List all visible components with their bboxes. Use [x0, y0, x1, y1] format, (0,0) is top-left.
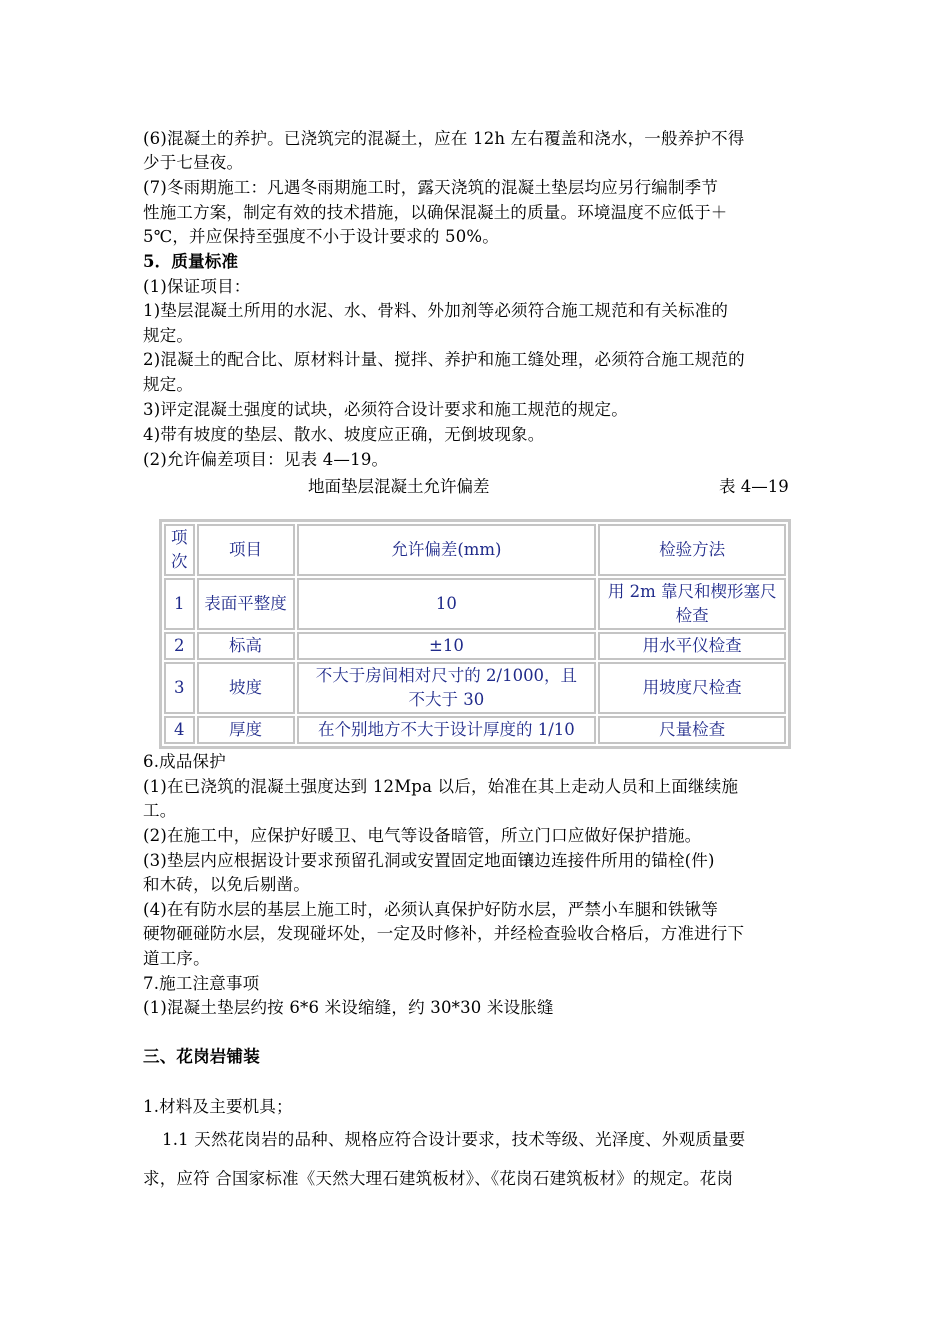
paragraph-line: (7)冬雨期施工：凡遇冬雨期施工时，露天浇筑的混凝土垫层均应另行编制季节 — [143, 178, 719, 197]
table-cell: 2 — [164, 632, 195, 660]
header-cell: 项目 — [197, 524, 295, 576]
header-cell: 允许偏差(mm) — [297, 524, 597, 576]
paragraph-line: (2)允许偏差项目：见表 4—19。 — [143, 450, 389, 469]
table-cell: 在个别地方不大于设计厚度的 1/10 — [297, 716, 597, 744]
paragraph-line: 硬物砸碰防水层，发现碰坏处，一定及时修补，并经检查验收合格后，方准进行下 — [143, 924, 745, 943]
table-cell: 10 — [297, 578, 597, 630]
paragraph-line: 规定。 — [143, 326, 194, 345]
table-row — [164, 662, 786, 714]
paragraph-line: 道工序。 — [143, 949, 210, 968]
table-caption: 地面垫层混凝土允许偏差 — [308, 477, 490, 496]
paragraph-line: 工。 — [143, 801, 177, 820]
paragraph-line: 求，应符 合国家标准《天然大理石建筑板材》、《花岗石建筑板材》的规定。花岗 — [143, 1169, 734, 1188]
paragraph-line: 1.材料及主要机具； — [143, 1097, 293, 1116]
section-heading: 6.成品保护 — [143, 752, 226, 771]
table-row — [164, 578, 786, 630]
table-cell: 4 — [164, 716, 195, 744]
paragraph-line: 少于七昼夜。 — [143, 153, 244, 172]
paragraph-line: 1.1 天然花岗岩的品种、规格应符合设计要求，技术等级、光泽度、外观质量要 — [162, 1130, 746, 1149]
paragraph-line: 性施工方案，制定有效的技术措施，以确保混凝土的质量。环境温度不应低于＋ — [143, 203, 728, 222]
table-number: 表 4—19 — [719, 477, 789, 496]
table-cell — [297, 662, 597, 714]
paragraph-line: (2)在施工中，应保护好暖卫、电气等设备暗管，所立门口应做好保护措施。 — [143, 826, 702, 845]
paragraph-line: 规定。 — [143, 375, 194, 394]
table-row — [164, 716, 786, 744]
table-cell: 坡度 — [197, 662, 295, 714]
section-3-heading: 三、花岗岩铺装 — [143, 1047, 260, 1066]
table-cell: 用水平仪检查 — [598, 632, 786, 660]
table-row — [164, 632, 786, 660]
table-cell: 1 — [164, 578, 195, 630]
section-heading: 7.施工注意事项 — [143, 974, 260, 993]
paragraph-line: (6)混凝土的养护。已浇筑完的混凝土，应在 12h 左右覆盖和浇水，一般养护不得 — [143, 129, 745, 148]
section-heading: 5．质量标准 — [143, 252, 239, 271]
paragraph-line: (3)垫层内应根据设计要求预留孔洞或安置固定地面镶边连接件所用的锚栓(件) — [143, 851, 715, 870]
cell-text: 不大于房间相对尺寸的 2/1000，且 不大于 30 — [315, 666, 578, 709]
paragraph-line: 1)垫层混凝土所用的水泥、水、骨料、外加剂等必须符合施工规范和有关标准的 — [143, 301, 729, 320]
paragraph-line: 和木砖，以免后剔凿。 — [143, 875, 310, 894]
table-cell: 表面平整度 — [197, 578, 295, 630]
paragraph-line: 3)评定混凝土强度的试块，必须符合设计要求和施工规范的规定。 — [143, 400, 628, 419]
table-cell: 厚度 — [197, 716, 295, 744]
paragraph-line: (1)混凝土垫层约按 6*6 米设缩缝，约 30*30 米设胀缝 — [143, 998, 554, 1017]
table-cell: 尺量检查 — [598, 716, 786, 744]
paragraph-line: (1)保证项目： — [143, 277, 251, 296]
table-cell: ±10 — [297, 632, 597, 660]
paragraph-line: 4)带有坡度的垫层、散水、坡度应正确，无倒坡现象。 — [143, 425, 545, 444]
tolerance-table — [159, 519, 791, 749]
table-cell: 标高 — [197, 632, 295, 660]
paragraph-line: 2)混凝土的配合比、原材料计量、搅拌、养护和施工缝处理，必须符合施工规范的 — [143, 350, 745, 369]
table-cell — [598, 578, 786, 630]
cell-text: 用 2m 靠尺和楔形塞尺 检查 — [607, 582, 777, 625]
paragraph-line: 5℃，并应保持至强度不小于设计要求的 50%。 — [143, 227, 499, 246]
header-cell — [164, 524, 195, 576]
header-cell: 检验方法 — [598, 524, 786, 576]
header-text: 项 次 — [171, 528, 188, 571]
table-header-row — [164, 524, 786, 576]
paragraph-line: (1)在已浇筑的混凝土强度达到 12Mpa 以后，始准在其上走动人员和上面继续施 — [143, 777, 739, 796]
paragraph-line: (4)在有防水层的基层上施工时，必须认真保护好防水层，严禁小车腿和铁锹等 — [143, 900, 719, 919]
table-cell: 用坡度尺检查 — [598, 662, 786, 714]
table-cell: 3 — [164, 662, 195, 714]
